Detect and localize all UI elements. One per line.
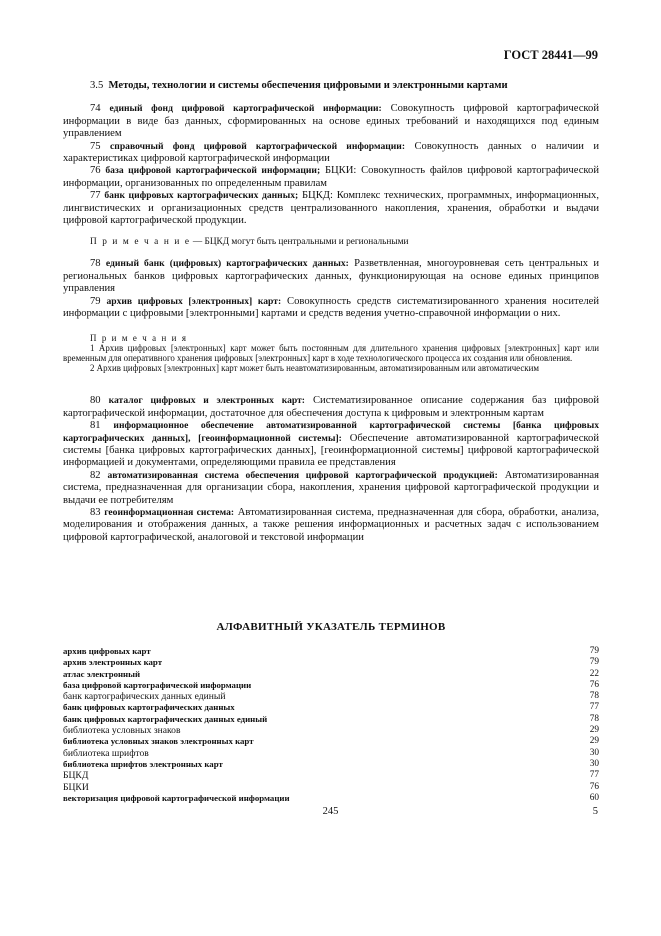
term-entry: 83 геоинформационная система: Автоматизированная система, предназначенная для сбора, обработки, анализа, моделирования и отображения данных, а также решения информационных и расчетных задач с использованием цифровой картографической, аналоговой и текстовой информации [63, 506, 599, 543]
index-page: 29 [589, 725, 599, 736]
term-entry: 74 единый фонд цифровой картографической информации: Совокупность цифровой картографической информации в виде баз данных, сформированных на основе единых требований и находящихся под единым управлением [63, 103, 599, 140]
index-page: 78 [589, 691, 599, 702]
term-definition: Автоматизированная система, предназначенная для организации сбора, накопления, хранения цифровой картографической продукции и выдачи ее потребителям [63, 469, 599, 506]
index-title: АЛФАВИТНЫЙ УКАЗАТЕЛЬ ТЕРМИНОВ [216, 621, 446, 633]
index-page: 29 [589, 736, 599, 747]
index-term: банк цифровых картографических данных единый [63, 713, 268, 724]
inline-note [63, 237, 599, 248]
term-entry: 79 архив цифровых [электронных] карт: Совокупность средств систематизированного хранения носителей информации с цифровыми [электронными] картами и средств ведения учетно-справочной информации о них. [63, 295, 599, 320]
section-title: Методы, технологии и системы обеспечения цифровыми и электронными картами [108, 80, 508, 91]
note-text: — БЦКД могут быть центральными и региональными [190, 237, 409, 248]
index-row [63, 725, 599, 736]
index-row [63, 680, 599, 691]
term-entry: 75 справочный фонд цифровой картографической информации: Совокупность данных о наличии и характеристиках цифровой картографической информации [63, 140, 600, 165]
index-term: банк картографических данных единый [63, 691, 226, 703]
notes-label: П р и м е ч а н и я [90, 332, 188, 343]
index-page: 77 [589, 702, 599, 713]
index-row [63, 669, 599, 680]
term-definition: Автоматизированная система, предназначенная для сбора, обработки, анализа, моделирования и отображения данных, а также решения информационных и расчетных задач с использованием цифровой картографической, аналоговой и текстовой информации [63, 506, 599, 543]
note-item: 1 Архив цифровых [электронных] карт может быть постоянным для длительного хранения цифровых [электронных] карт или временным для оперативного хранения цифровых [электронных] карт в ходе технологического процесса их создания или обновления. [63, 342, 599, 363]
index-term: библиотека условных знаков электронных карт [63, 736, 254, 747]
index-page: 77 [589, 770, 599, 781]
index-term: векторизация цифровой картографической информации [63, 792, 290, 803]
index-row [63, 736, 599, 747]
index-row [63, 657, 599, 668]
index-row [63, 782, 599, 793]
term-definition: Обеспечение автоматизированной картографической системы [банка цифровых картографических данных], [геоинформационной системы] цифровой картографической информацией и документами, определяющими правила ее представления [63, 432, 599, 469]
term-name: справочный фонд цифровой картографической информации: [110, 140, 406, 152]
term-name: банк цифровых картографических данных; [104, 190, 299, 202]
index-row [63, 702, 599, 713]
index-term: библиотека шрифтов электронных карт [63, 758, 223, 769]
note-label: П р и м е ч а н и е [90, 237, 191, 248]
term-name: информационное обеспечение автоматизированной картографической системы [банка цифровых картографических данных], [геоинформационной системы]: [63, 420, 599, 444]
term-definition: БЦКД: Комплекс технических, программных, информационных, лингвистических и организационных средств централизованного накопления, хранения, обработки и выдачи цифровой картографической продукции. [63, 190, 599, 227]
index-row [63, 691, 599, 702]
index-term: атлас электронный [63, 668, 141, 679]
index-term: архив цифровых карт [63, 646, 151, 656]
index-row [63, 759, 599, 770]
term-definition: Совокупность средств систематизированного хранения носителей информации с цифровыми [электронными] картами и средств ведения учетно-справочной информации о них. [63, 295, 599, 320]
index-term: архив электронных карт [63, 657, 163, 668]
index-page: 78 [589, 713, 599, 724]
section-heading [63, 80, 599, 92]
term-definition: Совокупность цифровой картографической информации в виде баз данных, сформированных на основе единых требований и находящихся под единым управлением [63, 103, 599, 140]
document-body [63, 80, 599, 544]
index-page: 76 [589, 679, 599, 690]
note-item: 2 Архив цифровых [электронных] карт может быть неавтоматизированным, автоматизированным или автоматическим [90, 363, 539, 374]
index-row [63, 748, 599, 759]
notes-block [63, 333, 599, 374]
term-name: автоматизированная система обеспечения цифровой картографической продукцией: [107, 469, 498, 481]
index-page: 30 [589, 758, 599, 769]
index-page: 79 [589, 646, 599, 656]
index-row [63, 770, 599, 781]
sheet-number: 5 [592, 806, 598, 817]
index-page: 60 [589, 792, 599, 803]
term-definition: Разветвленная, многоуровневая сеть центральных и региональных банков цифровых картографических данных, функционирующая на основе единых принципов управления [63, 258, 599, 295]
term-definition: БЦКИ: Совокупность файлов цифровой картографической информации, организованных по определенным правилам [63, 165, 599, 189]
index-term: БЦКД [63, 770, 89, 782]
index-row [63, 793, 599, 804]
term-name: каталог цифровых и электронных карт: [108, 395, 305, 407]
page-number: 245 [322, 806, 339, 817]
index-term: библиотека условных знаков [63, 725, 181, 737]
term-definition: Систематизированное описание содержания баз цифровой картографической информации, достаточное для обеспечения доступа к цифровым и электронным картам [63, 395, 599, 419]
term-entry: 82 автоматизированная система обеспечения цифровой картографической продукцией: Автоматизированная система, предназначенная для организации сбора, накопления, хранения цифровой картографической продукции и выдачи ее потребителям [63, 469, 599, 506]
term-entry: 77 банк цифровых картографических данных; БЦКД: Комплекс технических, программных, информационных, лингвистических и организационных средств централизованного накопления, хранения, обработки и выдачи цифровой картографической продукции. [63, 190, 599, 227]
section-number: 3.5 [90, 80, 104, 91]
index-page: 30 [589, 747, 599, 758]
term-definition: Совокупность данных о наличии и характеристиках цифровой картографической информации [63, 140, 600, 165]
term-name: архив цифровых [электронных] карт: [106, 295, 282, 307]
index-page: 79 [589, 657, 599, 668]
term-name: единый фонд цифровой картографической информации: [109, 103, 382, 115]
term-entry: 76 база цифровой картографической информации; БЦКИ: Совокупность файлов цифровой картографической информации, организованных по определенным правилам [63, 165, 599, 189]
term-name: геоинформационная система: [104, 506, 235, 518]
document-header: ГОСТ 28441—99 [503, 48, 598, 62]
index-term: БЦКИ [63, 781, 89, 793]
term-entry: 78 единый банк (цифровых) картографических данных: Разветвленная, многоуровневая сеть центральных и региональных банков цифровых картографических данных, функционирующая на основе единых принципов управления [63, 258, 599, 295]
index-term: база цифровой картографической информации [63, 679, 252, 690]
index-term: библиотека шрифтов [63, 747, 149, 759]
term-name: единый банк (цифровых) картографических данных: [105, 258, 349, 270]
index-row [63, 646, 599, 657]
term-entry: 80 каталог цифровых и электронных карт: Систематизированное описание содержания баз цифровой картографической информации, достаточное для обеспечения доступа к цифровым и электронным картам [63, 395, 599, 419]
term-index [63, 646, 599, 804]
index-row [63, 714, 599, 725]
index-page: 76 [589, 781, 599, 792]
term-entry: 81 информационное обеспечение автоматизированной картографической системы [банка цифровых картографических данных], [геоинформационной системы]: Обеспечение автоматизированной картографической системы [банка цифровых картографических данных], [геоинформационной системы] цифровой картографической информацией и документами, определяющими правила ее представления [63, 420, 599, 469]
index-page: 22 [589, 668, 599, 679]
index-term: банк цифровых картографических данных [63, 702, 235, 713]
term-name: база цифровой картографической информации; [105, 165, 321, 177]
